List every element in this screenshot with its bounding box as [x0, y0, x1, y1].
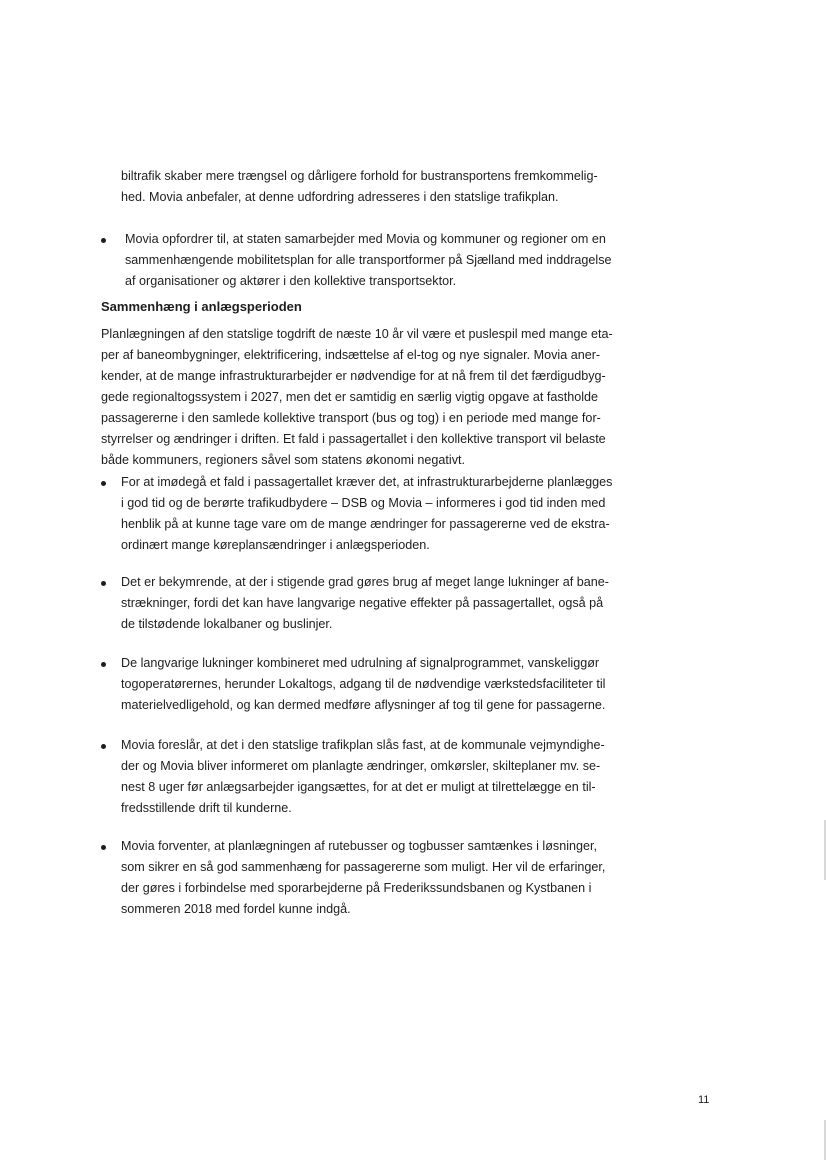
text-line: de tilstødende lokalbaner og buslinjer.: [121, 617, 333, 631]
bullet-dot-icon: [101, 662, 106, 667]
bullet-dot-icon: [101, 581, 106, 586]
text-line: De langvarige lukninger kombineret med udrulning af signalprogrammet, vanskeliggør: [121, 656, 600, 670]
bullet-dot-icon: [101, 744, 106, 749]
text-line: Movia opfordrer til, at staten samarbejder med Movia og kommuner og regioner om en: [125, 232, 606, 246]
section-heading: Sammenhæng i anlægsperioden: [101, 299, 302, 314]
text-line: nest 8 uger før anlægsarbejder igangsættes, for at det er muligt at tilrettelægge en til-: [121, 780, 596, 794]
text-line: der og Movia bliver informeret om planlagte ændringer, omkørsler, skilteplaner mv. se-: [121, 759, 601, 773]
text-line: både kommuners, regioners såvel som statens økonomi negativt.: [101, 453, 465, 467]
text-line: af organisationer og aktører i den kollektive transportsektor.: [125, 274, 457, 288]
text-line: Movia foreslår, at det i den statslige trafikplan slås fast, at de kommunale vejmyndighe-: [121, 738, 605, 752]
bullet-dot-icon: [101, 238, 106, 243]
text-line: gede regionaltogssystem i 2027, men det er samtidig en særlig vigtig opgave at fastholde: [101, 390, 599, 404]
text-line: sammenhængende mobilitetsplan for alle transportformer på Sjælland med inddragelse: [125, 253, 612, 267]
text-line: der gøres i forbindelse med sporarbejderne på Frederikssundsbanen og Kystbanen i: [121, 881, 592, 895]
text-line: materielvedligehold, og kan dermed medføre aflysninger af tog til gene for passagerne.: [121, 698, 606, 712]
text-line: biltrafik skaber mere trængsel og dårligere forhold for bustransportens fremkommelig-: [121, 169, 598, 183]
text-line: passagererne i den samlede kollektive transport (bus og tog) i en periode med mange for-: [101, 411, 601, 425]
text-line: styrrelser og ændringer i driften. Et fald i passagertallet i den kollektive transport vil belaste: [101, 432, 606, 446]
bullet-dot-icon: [101, 845, 106, 850]
text-line: Movia forventer, at planlægningen af rutebusser og togbusser samtænkes i løsninger,: [121, 839, 598, 853]
text-line: sommeren 2018 med fordel kunne indgå.: [121, 902, 351, 916]
text-line: togoperatørernes, herunder Lokaltogs, adgang til de nødvendige værkstedsfaciliteter til: [121, 677, 606, 691]
text-line: i god tid og de berørte trafikudbydere – DSB og Movia – informeres i god tid inden med: [121, 496, 606, 510]
bullet-dot-icon: [101, 481, 106, 486]
text-line: kender, at de mange infrastrukturarbejder er nødvendige for at nå frem til det færdigudbyg-: [101, 369, 606, 383]
text-line: Planlægningen af den statslige togdrift de næste 10 år vil være et puslespil med mange eta-: [101, 327, 613, 341]
text-line: strækninger, fordi det kan have langvarige negative effekter på passagertallet, også på: [121, 596, 604, 610]
text-line: fredsstillende drift til kunderne.: [121, 801, 292, 815]
text-line: hed. Movia anbefaler, at denne udfordring adresseres i den statslige trafikplan.: [121, 190, 559, 204]
text-line: Det er bekymrende, at der i stigende grad gøres brug af meget lange lukninger af bane-: [121, 575, 609, 589]
text-line: ordinært mange køreplansændringer i anlægsperioden.: [121, 538, 430, 552]
page-number: 11: [698, 1094, 710, 1106]
text-line: For at imødegå et fald i passagertallet kræver det, at infrastrukturarbejderne planlægges: [121, 475, 613, 489]
text-line: som sikrer en så god sammenhæng for passagererne som muligt. Her vil de erfaringer,: [121, 860, 606, 874]
text-line: henblik på at kunne tage vare om de mange ændringer for passagererne ved de ekstra-: [121, 517, 610, 531]
text-line: per af baneombygninger, elektrificering, indsættelse af el-tog og nye signaler. Movia aner-: [101, 348, 601, 362]
